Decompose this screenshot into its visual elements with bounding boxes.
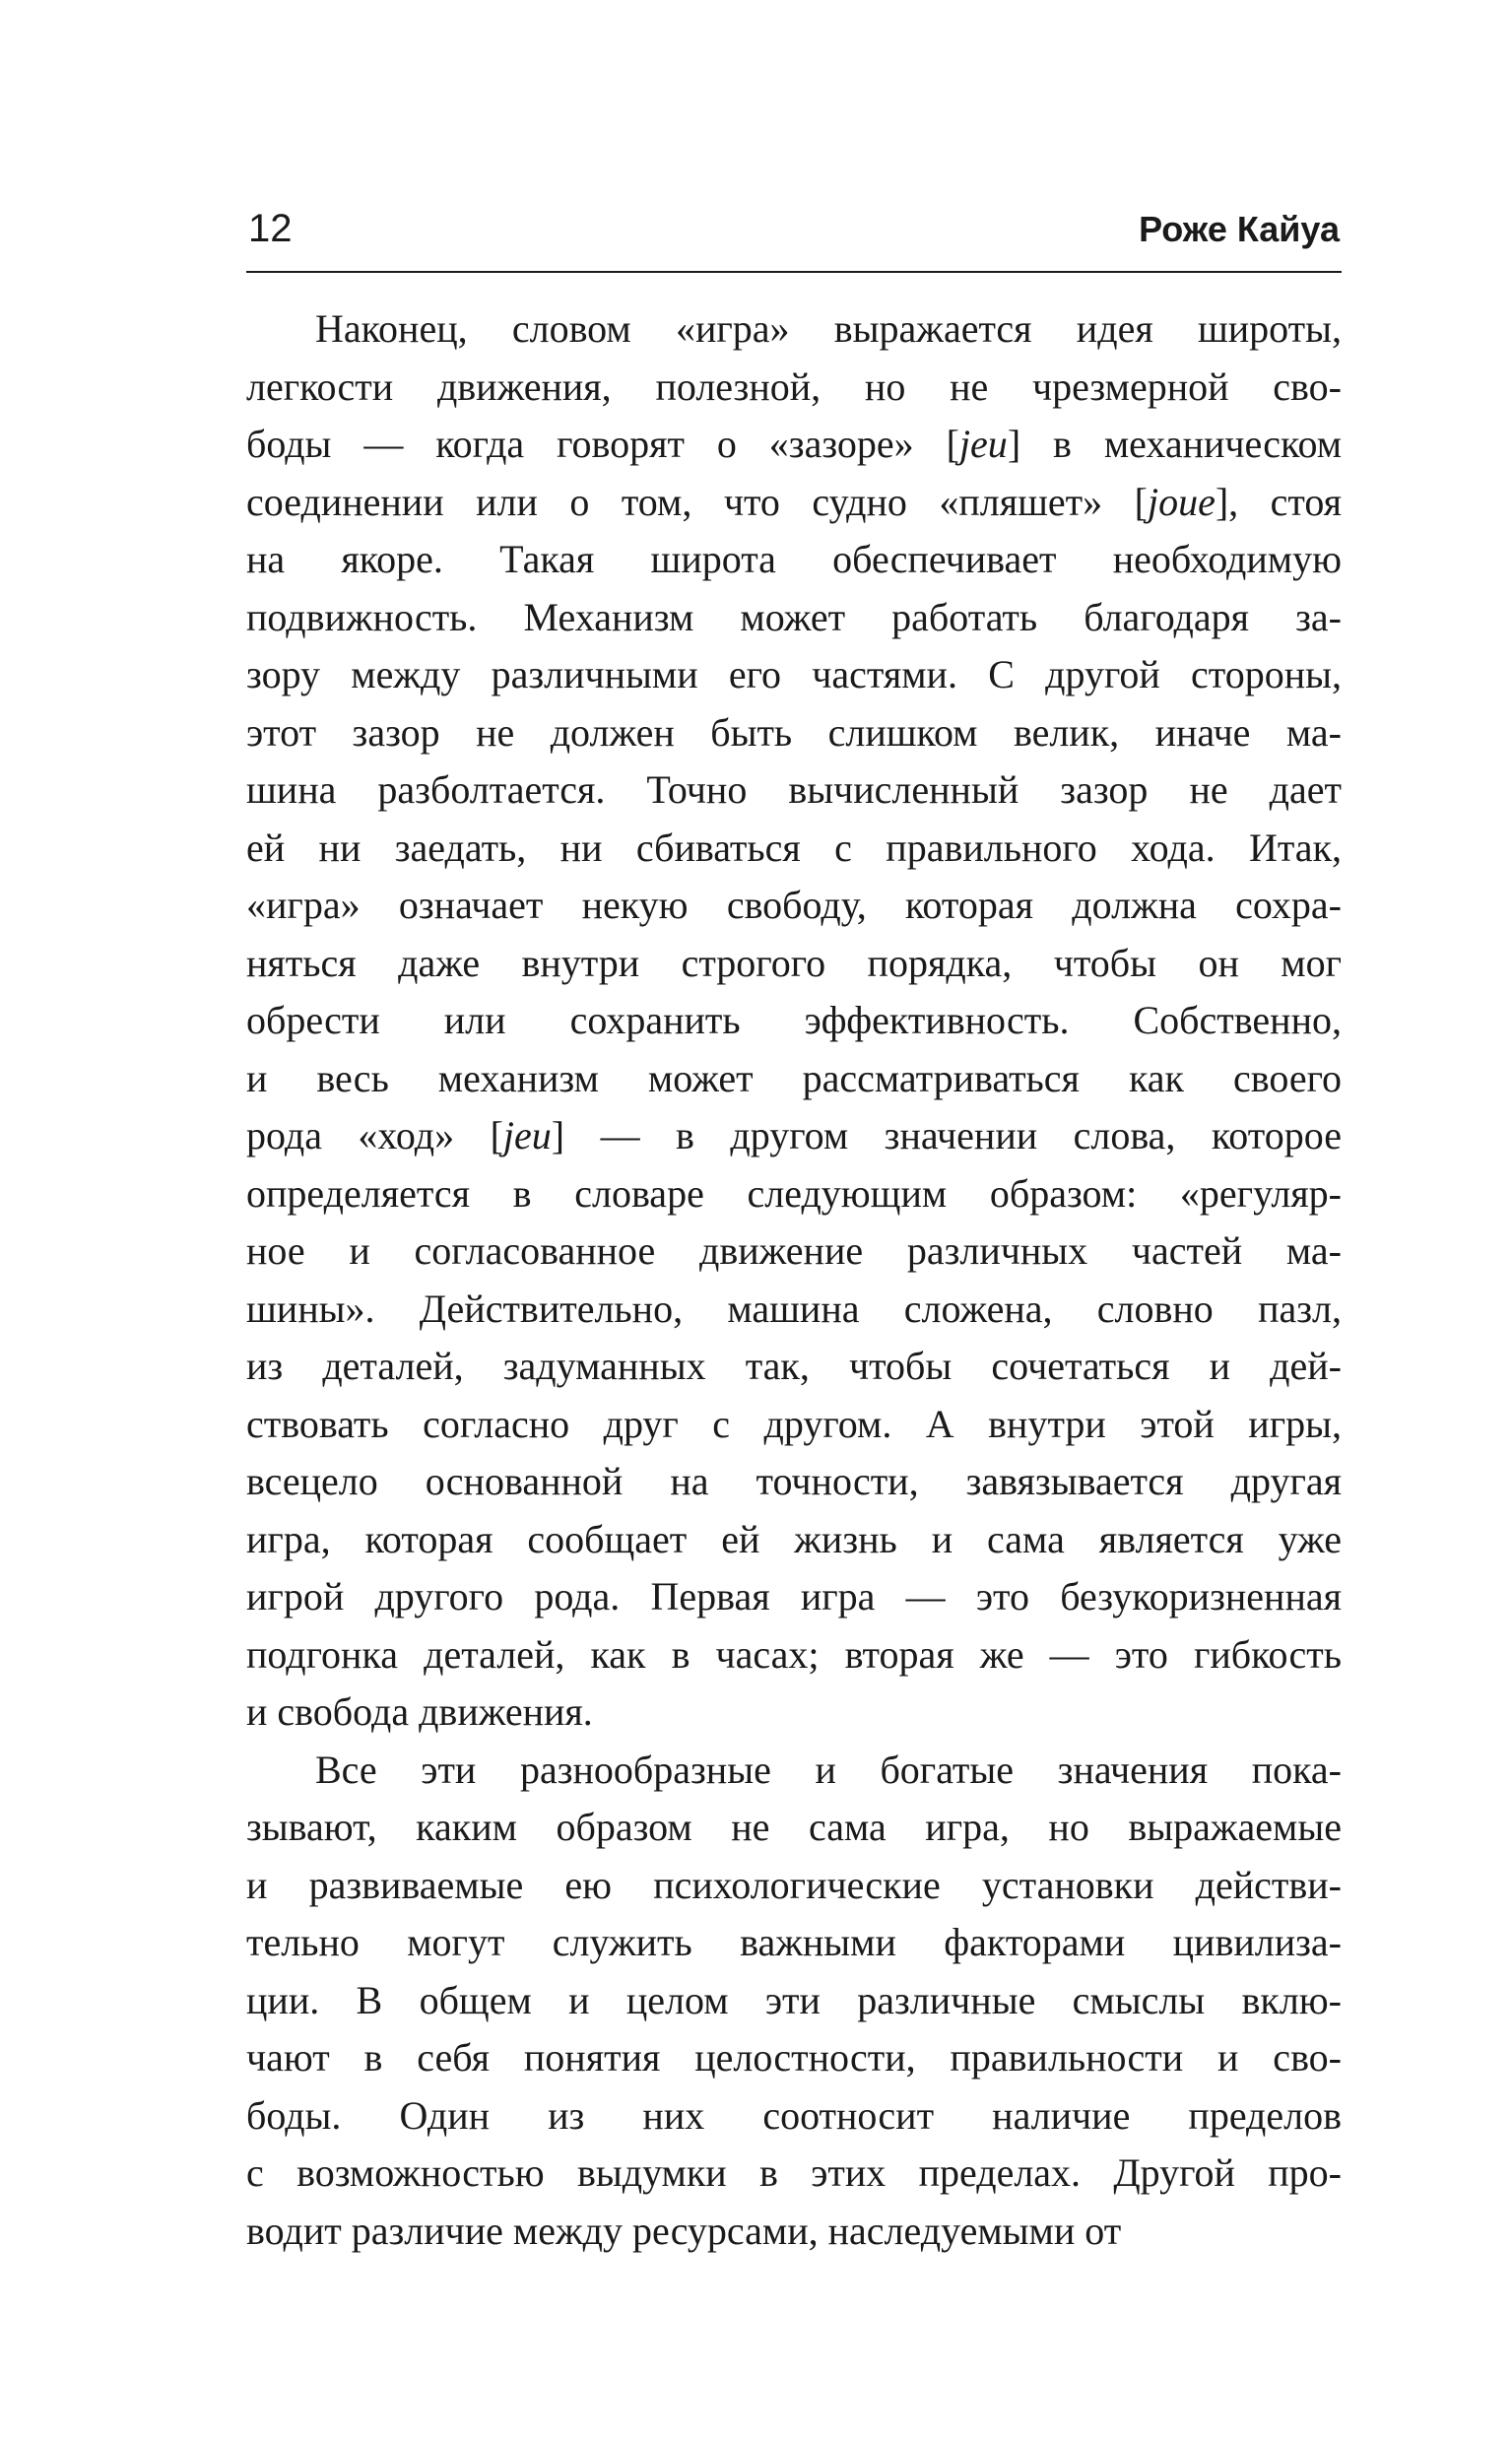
text-line: из деталей, задуманных так, чтобы сочетаться и дей- [246, 1344, 1342, 1388]
body-text [246, 300, 1342, 2260]
text-line: и развиваемые ею психологические установки действи- [246, 1862, 1342, 1907]
text-line: ное и согласованное движение различных частей ма- [246, 1228, 1342, 1273]
text-line: всецело основанной на точности, завязывается другая [246, 1459, 1342, 1503]
text-line: зывают, каким образом не сама игра, но выражаемые [246, 1805, 1342, 1849]
foreign-term: jeu [502, 1113, 552, 1157]
text-line: шина разболтается. Точно вычисленный зазор не дает [246, 767, 1342, 812]
running-header [246, 202, 1342, 273]
text-line: рода «ход» [jeu] — в другом значении слова, которое [246, 1113, 1342, 1157]
foreign-term: jeu [958, 422, 1008, 466]
text-line: чают в себя понятия целостности, правильности и сво- [246, 2035, 1342, 2080]
running-title-author: Роже Кайуа [1139, 209, 1340, 249]
text-line: этот зазор не должен быть слишком велик, иначе ма- [246, 709, 1342, 755]
paragraph [246, 300, 1342, 1742]
foreign-term: joue [1147, 479, 1216, 524]
text-line: с возможностью выдумки в этих пределах. Другой про- [246, 2150, 1342, 2195]
text-line: тельно могут служить важными факторами цивилиза- [246, 1920, 1342, 1964]
text-line: ции. В общем и целом эти различные смыслы вклю- [246, 1977, 1342, 2022]
paragraph [246, 1742, 1342, 2261]
text-line: водит различие между ресурсами, наследуемыми от [246, 2208, 1122, 2253]
text-line: соединении или о том, что судно «пляшет» [joue], стоя [246, 479, 1343, 524]
book-page [246, 0, 1342, 2443]
text-line: зору между различными его частями. С другой стороны, [246, 652, 1342, 696]
text-line: ей ни заедать, ни сбиваться с правильного хода. Итак, [246, 825, 1342, 870]
text-line: боды. Один из них соотносит наличие пределов [246, 2092, 1342, 2138]
text-line: обрести или сохранить эффективность. Собственно, [246, 998, 1342, 1042]
text-line: подвижность. Механизм может работать благодаря за- [246, 594, 1342, 639]
text-line: игра, которая сообщает ей жизнь и сама является уже [246, 1516, 1342, 1561]
text-line: боды — когда говорят о «зазоре» [jeu] в механическом [246, 422, 1343, 466]
text-line: Наконец, словом «игра» выражается идея широты, [315, 306, 1342, 351]
text-line: легкости движения, полезной, но не чрезмерной сво- [246, 363, 1342, 409]
text-line: на якоре. Такая широта обеспечивает необходимую [246, 537, 1342, 581]
text-line: и весь механизм может рассматриваться как своего [246, 1055, 1342, 1100]
text-line: игрой другого рода. Первая игра — это безукоризненная [246, 1574, 1342, 1618]
text-line: шины». Действительно, машина сложена, словно пазл, [246, 1286, 1342, 1331]
text-line: определяется в словаре следующим образом: «регуляр- [246, 1170, 1342, 1216]
text-line: ствовать согласно друг с другом. А внутри этой игры, [246, 1401, 1342, 1446]
text-line: няться даже внутри строгого порядка, чтобы он мог [246, 940, 1342, 985]
text-line: подгонка деталей, как в часах; вторая же — это гибкость [246, 1631, 1342, 1677]
page-number: 12 [248, 207, 293, 250]
text-line: Все эти разнообразные и богатые значения пока- [315, 1747, 1342, 1792]
text-line: и свобода движения. [246, 1689, 593, 1734]
text-line: «игра» означает некую свободу, которая должна сохра- [246, 883, 1342, 927]
